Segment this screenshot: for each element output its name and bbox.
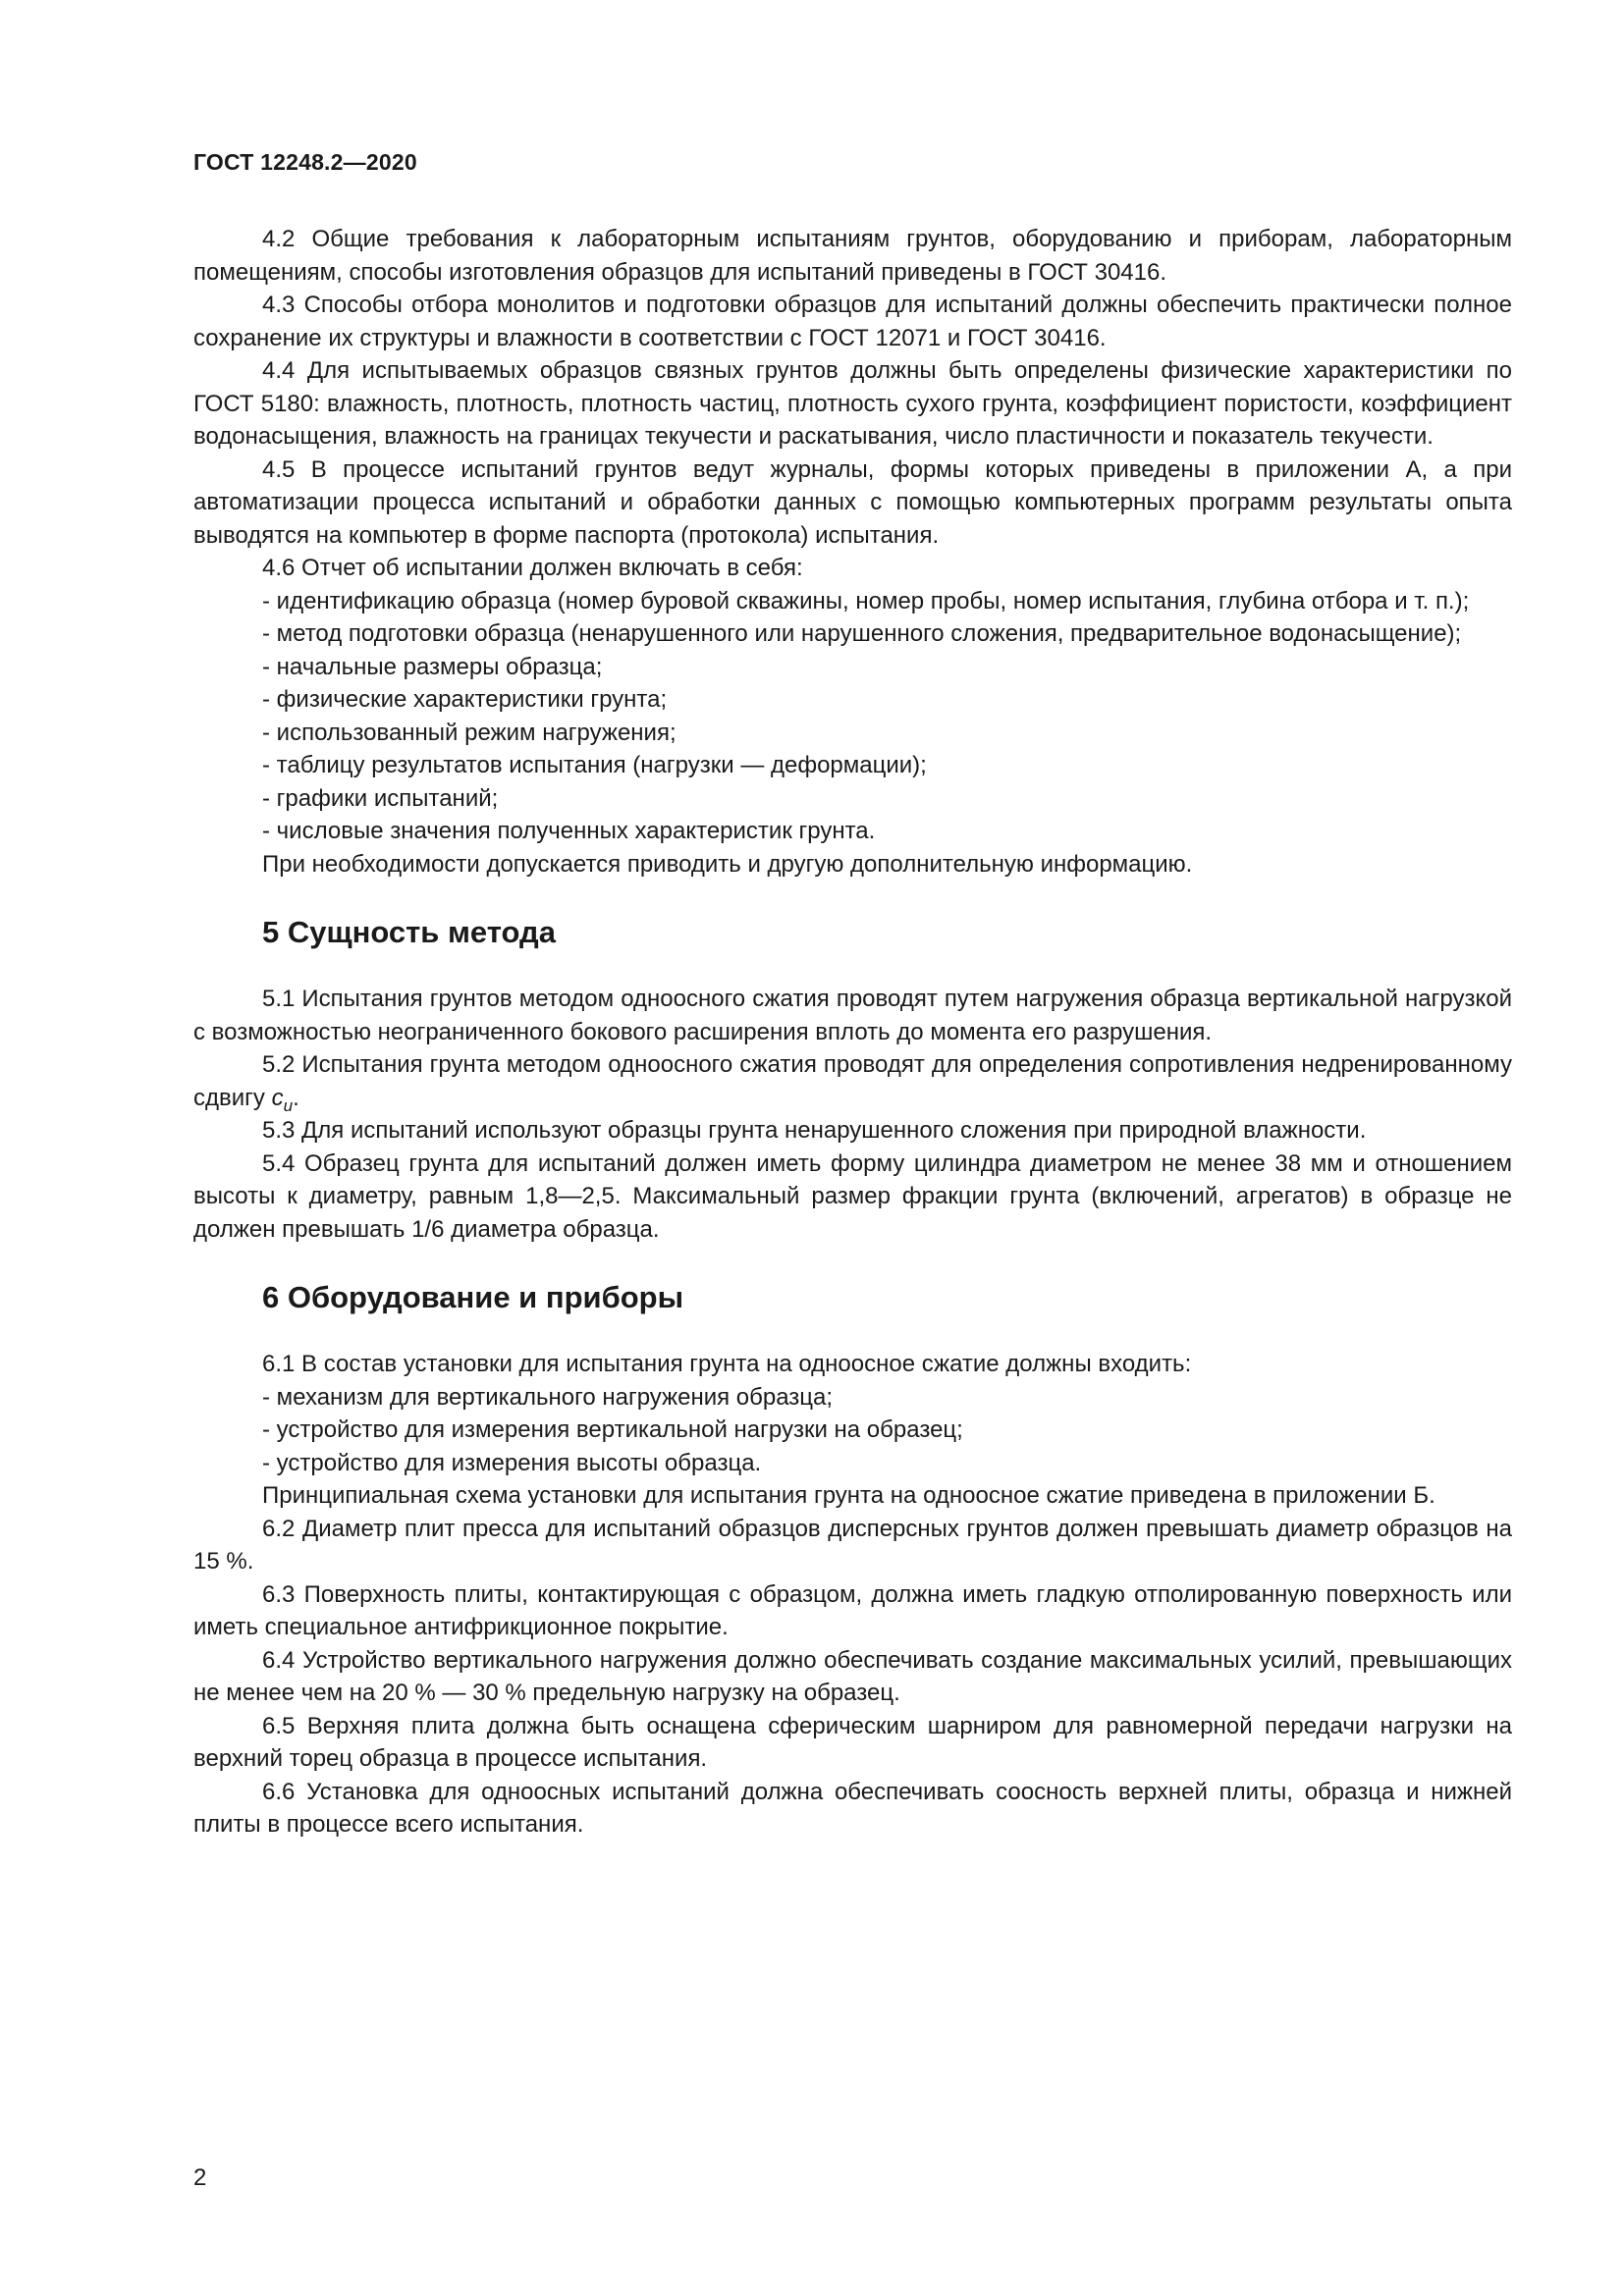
paragraph-5-1: 5.1 Испытания грунтов методом одноосного сжатия проводят путем нагружения образца вертикальной нагрузкой с возможностью неограниченного бокового расширения вплоть до момента его разрушения. [193,986,1512,1045]
paragraph-4-3: 4.3 Способы отбора монолитов и подготовки образцов для испытаний должны обеспечить практически полное сохранение их структуры и влажности в соответствии с ГОСТ 12071 и ГОСТ 30416. [193,292,1512,351]
paragraph-4-5: 4.5 В процессе испытаний грунтов ведут журналы, формы которых приведены в приложении А, а при автоматизации процесса испытаний и обработки данных с помощью компьютерных программ результаты опыта выводятся на компьютер в форме паспорта (протокола) испытания. [193,455,1512,549]
list-item: - механизм для вертикального нагружения образца; [262,1383,834,1411]
paragraph-5-2-end: . [293,1084,299,1111]
list-item: - устройство для измерения вертикальной нагрузки на образец; [262,1416,963,1443]
paragraph-6-2: 6.2 Диаметр плит пресса для испытаний образцов дисперсных грунтов должен превышать диаметр образцов на 15 %. [193,1515,1512,1575]
paragraph-5-2 [193,1048,1512,1114]
paragraph-4-2: 4.2 Общие требования к лабораторным испытаниям грунтов, оборудованию и приборам, лабораторным помещениям, способы изготовления образцов для испытаний приведены в ГОСТ 30416. [193,226,1512,286]
paragraph-6-3: 6.3 Поверхность плиты, контактирующая с образцом, должна иметь гладкую отполированную поверхность или иметь специальное антифрикционное покрытие. [193,1580,1512,1640]
list-item: - идентификацию образца (номер буровой скважины, номер пробы, номер испытания, глубина отбора и т. п.); [262,587,1470,614]
paragraph-5-3: 5.3 Для испытаний используют образцы грунта ненарушенного сложения при природной влажности. [262,1117,1367,1144]
document-header: ГОСТ 12248.2—2020 [193,149,417,175]
list-item: - таблицу результатов испытания (нагрузки — деформации); [262,752,927,778]
shear-strength-symbol: c [271,1084,284,1111]
list-item: - устройство для измерения высоты образца. [262,1449,762,1476]
shear-strength-subscript: u [283,1095,294,1115]
paragraph-additional-info: При необходимости допускается приводить и другую дополнительную информацию. [262,850,1193,878]
section-heading-5: 5 Сущность метода [262,915,556,949]
document-body [193,223,1512,1842]
paragraph-4-4: 4.4 Для испытываемых образцов связных грунтов должны быть определены физические характеристики по ГОСТ 5180: влажность, плотность, плотность частиц, плотность сухого грунта, коэффициент пористости, коэффициент водонасыщения, влажность на границах текучести и раскатывания, число пластичности и показатель текучести. [193,357,1512,450]
paragraph-6-4: 6.4 Устройство вертикального нагружения должно обеспечивать создание максимальных усилий, превышающих не менее чем на 20 % — 30 % предельную нагрузку на образец. [193,1646,1512,1706]
paragraph-6-1: 6.1 В состав установки для испытания грунта на одноосное сжатие должны входить: [262,1351,1192,1377]
list-item: - начальные размеры образца; [262,653,603,680]
list-item: - использованный режим нагружения; [262,719,677,746]
list-item: - метод подготовки образца (ненарушенного или нарушенного сложения, предварительное водонасыщение); [262,620,1462,647]
paragraph-6-5: 6.5 Верхняя плита должна быть оснащена сферическим шарниром для равномерной передачи нагрузки на верхний торец образца в процессе испытания. [193,1712,1512,1772]
paragraph-4-6: 4.6 Отчет об испытании должен включать в себя: [262,555,803,581]
paragraph-5-4: 5.4 Образец грунта для испытаний должен иметь форму цилиндра диаметром не менее 38 мм и отношением высоты к диаметру, равным 1,8—2,5. Максимальный размер фракции грунта (включений, агрегатов) в образце не должен превышать 1/6 диаметра образца. [193,1149,1512,1243]
page-number: 2 [193,2164,207,2191]
list-item: - числовые значения полученных характеристик грунта. [262,818,876,844]
paragraph-6-6: 6.6 Установка для одноосных испытаний должна обеспечивать соосность верхней плиты, образца и нижней плиты в процессе всего испытания. [193,1778,1512,1838]
paragraph-scheme: Принципиальная схема установки для испытания грунта на одноосное сжатие приведена в приложении Б. [262,1482,1435,1509]
list-item: - графики испытаний; [262,784,499,812]
paragraph-5-2-text: 5.2 Испытания грунта методом одноосного сжатия проводят для определения сопротивления недренированному сдвигу [193,1051,1512,1111]
list-item: - физические характеристики грунта; [262,686,668,713]
section-heading-6: 6 Оборудование и приборы [262,1280,684,1314]
